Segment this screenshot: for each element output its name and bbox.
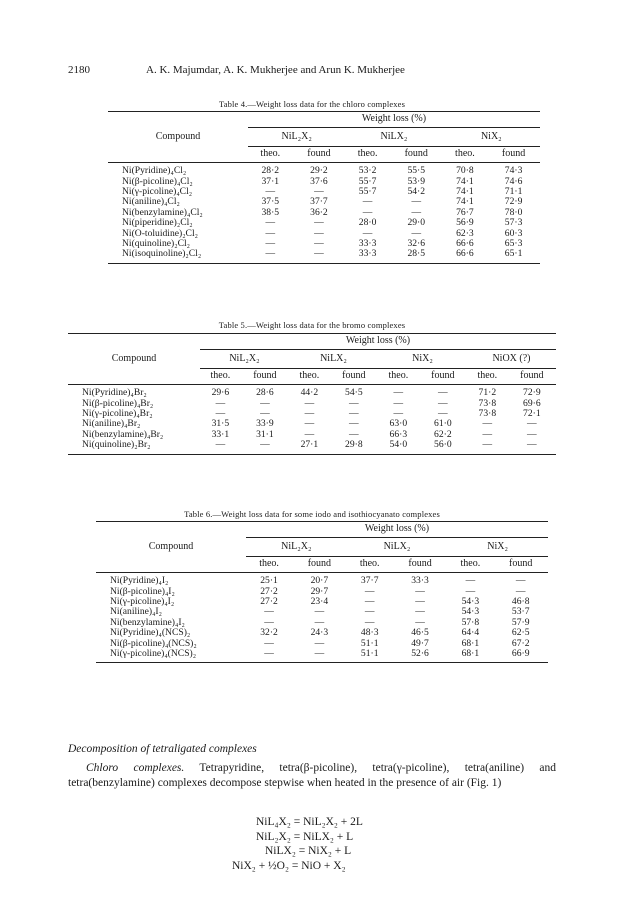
compound-cell: Ni(benzylamine)₄Cl₂ <box>122 206 203 218</box>
value-cell: 51·1 <box>360 637 379 649</box>
value-cell: — <box>264 606 274 618</box>
value-cell: 27·2 <box>260 585 278 597</box>
value-cell: 20·7 <box>310 575 329 587</box>
compound-cell: Ni(Pyridine)₄Cl₂ <box>122 165 187 177</box>
value-cell: — <box>411 206 422 218</box>
value-cell: 54·3 <box>461 606 480 618</box>
value-cell: 33·1 <box>211 428 230 440</box>
value-cell: — <box>293 249 346 263</box>
value-cell: 60·3 <box>504 227 523 239</box>
value-cell: 46·5 <box>411 627 429 639</box>
value-cell: 63·0 <box>389 418 408 430</box>
compound-cell: Ni(Pyridine)₄(NCS)₂ <box>110 627 191 639</box>
column-subheader: found <box>293 146 346 162</box>
column-group-header: NiOX (?) <box>467 350 556 368</box>
value-cell: — <box>438 387 448 399</box>
value-cell: 67·2 <box>511 637 530 649</box>
value-cell: 49·7 <box>411 637 429 649</box>
value-cell: 23·4 <box>310 596 329 608</box>
table5-caption: Table 5.—Weight loss data for the bromo complexes <box>218 320 406 330</box>
value-cell: — <box>265 186 276 198</box>
value-cell: — <box>200 440 241 454</box>
compound-cell: Ni(Pyridine)₄I₂ <box>110 575 169 587</box>
header-spacer <box>96 556 246 572</box>
column-subheader: found <box>508 368 556 384</box>
compound-cell: Ni(β-picoline)₄Cl₂ <box>122 175 193 187</box>
value-cell: 72·1 <box>523 408 541 420</box>
value-cell: 61·0 <box>434 418 452 430</box>
value-cell: 57·3 <box>504 217 523 229</box>
value-cell: 56·9 <box>456 217 474 229</box>
value-cell: 27·2 <box>260 596 278 608</box>
compound-cell: Ni(aniline)₄Cl₂ <box>122 196 180 208</box>
equation: NiL₂X₂ = NiLX₂ + L <box>256 830 354 843</box>
value-cell: — <box>246 649 292 663</box>
value-cell: — <box>260 408 270 420</box>
value-cell: — <box>362 227 373 239</box>
value-cell: — <box>362 206 373 218</box>
table6 <box>96 521 548 663</box>
value-cell: 71·2 <box>478 387 497 399</box>
value-cell: 37·7 <box>360 575 379 587</box>
compound-cell: Ni(quinoline)₂Cl₂ <box>122 238 190 250</box>
value-cell: 46·8 <box>511 596 530 608</box>
column-subheader: found <box>393 556 448 572</box>
table-row <box>68 440 556 454</box>
value-cell: — <box>264 616 274 628</box>
value-cell: 69·6 <box>523 397 541 409</box>
table-row <box>108 163 540 177</box>
value-cell: 53·2 <box>358 165 377 177</box>
value-cell: 37·5 <box>261 196 280 208</box>
value-cell: — <box>304 408 315 420</box>
value-cell: 29·0 <box>407 217 426 229</box>
value-cell: — <box>364 616 375 628</box>
value-cell: — <box>314 227 324 239</box>
value-cell: — <box>438 397 448 409</box>
compound-cell: Ni(β-picoline)₄Br₂ <box>82 397 154 409</box>
value-cell: 48·3 <box>360 627 379 639</box>
column-subheader: theo. <box>347 556 393 572</box>
value-cell: 55·7 <box>358 175 377 187</box>
table4-caption: Table 4.—Weight loss data for the chloro complexes <box>218 99 406 109</box>
value-cell: 37·1 <box>261 175 280 187</box>
compound-cell: Ni(quinoline)₂Br₂ <box>68 440 200 454</box>
value-cell: 32·2 <box>260 627 278 639</box>
header-spacer <box>108 146 248 162</box>
value-cell: 57·8 <box>461 616 480 628</box>
value-cell: 54·0 <box>378 440 419 454</box>
value-cell: — <box>411 227 422 239</box>
compound-header: Compound <box>148 541 194 553</box>
value-cell: 72·9 <box>504 196 523 208</box>
value-cell: 37·6 <box>310 175 328 187</box>
value-cell: 78·0 <box>504 206 523 218</box>
value-cell: 54·2 <box>407 186 426 198</box>
value-cell: 31·5 <box>211 418 230 430</box>
value-cell: — <box>482 428 493 440</box>
column-group-header: NiLX₂ <box>347 538 448 556</box>
value-cell: — <box>314 217 324 229</box>
column-subheader: theo. <box>467 368 508 384</box>
header-spacer <box>68 334 200 350</box>
equation: NiL₄X₂ = NiL₂X₂ + 2L <box>256 816 363 828</box>
value-cell: 44·2 <box>300 387 319 399</box>
equation: NiLX₂ = NiX₂ + L <box>265 845 352 857</box>
table-row <box>68 385 556 399</box>
value-cell: 74·1 <box>456 196 474 208</box>
value-cell: 31·1 <box>256 428 274 440</box>
column-group-header: NiL₂X₂ <box>248 128 345 146</box>
value-cell: — <box>314 616 325 628</box>
value-cell: 36·2 <box>310 206 328 218</box>
compound-cell: Ni(β-picoline)₄I₂ <box>110 585 175 597</box>
value-cell: 68·1 <box>447 649 493 663</box>
value-cell: 76·7 <box>456 206 474 218</box>
value-cell: — <box>527 418 537 430</box>
value-cell: 74·3 <box>504 165 523 177</box>
column-subheader: found <box>419 368 467 384</box>
value-cell: — <box>265 217 276 229</box>
value-cell: — <box>465 575 476 587</box>
column-subheader: theo. <box>248 146 293 162</box>
column-subheader: theo. <box>378 368 419 384</box>
value-cell: 62·5 <box>511 627 530 639</box>
column-subheader: found <box>241 368 289 384</box>
value-cell: — <box>215 408 226 420</box>
table-row <box>96 649 548 663</box>
compound-header: Compound <box>111 353 157 365</box>
value-cell: 66·6 <box>443 249 488 263</box>
value-cell: 33·3 <box>345 249 390 263</box>
column-subheader: theo. <box>443 146 488 162</box>
compound-cell: Ni(O-toluidine)₂Cl₂ <box>122 227 198 239</box>
value-cell: 71·1 <box>504 186 523 198</box>
value-cell: — <box>349 397 359 409</box>
value-cell: — <box>362 196 373 208</box>
equation: NiX₂ + ½O₂ = NiO + X₂ <box>232 859 346 872</box>
value-cell: — <box>314 186 324 198</box>
value-cell: 29·6 <box>211 387 230 399</box>
value-cell: — <box>241 440 289 454</box>
column-group-header: NiLX₂ <box>345 128 442 146</box>
value-cell: 28·2 <box>261 165 280 177</box>
value-cell: 64·4 <box>461 627 480 639</box>
header-spacer <box>108 112 248 128</box>
value-cell: 55·7 <box>358 186 377 198</box>
column-group-header: NiX₂ <box>378 350 467 368</box>
value-cell: 70·8 <box>456 165 474 177</box>
value-cell: — <box>438 408 448 420</box>
table5 <box>68 333 556 455</box>
value-cell: — <box>364 585 375 597</box>
compound-cell: Ni(γ-picoline)₄I₂ <box>110 596 175 608</box>
value-cell: — <box>349 428 359 440</box>
value-cell: 33·9 <box>256 418 274 430</box>
table-row <box>96 573 548 587</box>
column-subheader: found <box>292 556 347 572</box>
value-cell: 62·3 <box>456 227 474 239</box>
value-cell: 27·1 <box>289 440 330 454</box>
compound-cell: Ni(γ-picoline)₄Cl₂ <box>122 186 193 198</box>
value-cell: 54·5 <box>345 387 363 399</box>
value-cell: 53·9 <box>407 175 426 187</box>
column-subheader: found <box>493 556 548 572</box>
compound-cell: Ni(γ-picoline)₄Br₂ <box>82 408 153 420</box>
value-cell: 24·3 <box>310 627 329 639</box>
value-cell: 25·1 <box>260 575 278 587</box>
column-subheader: theo. <box>447 556 493 572</box>
column-subheader: theo. <box>345 146 390 162</box>
value-cell: — <box>248 249 293 263</box>
column-subheader: theo. <box>200 368 241 384</box>
value-cell: 32·6 <box>407 238 426 250</box>
value-cell: — <box>415 596 425 608</box>
value-cell: — <box>314 637 325 649</box>
column-subheader: found <box>330 368 378 384</box>
table4 <box>108 111 540 264</box>
value-cell: — <box>393 387 404 399</box>
value-cell: 66·3 <box>389 428 408 440</box>
section-heading: Decomposition of tetraligated complexes <box>68 743 257 755</box>
value-cell: 74·6 <box>504 175 523 187</box>
compound-cell: Ni(aniline)₄I₂ <box>110 606 162 618</box>
value-cell: — <box>508 440 556 454</box>
compound-cell: Ni(β-picoline)₄(NCS)₂ <box>110 637 197 649</box>
value-cell: — <box>265 238 276 250</box>
value-cell: 72·9 <box>523 387 541 399</box>
value-cell: 52·6 <box>393 649 448 663</box>
column-subheader: found <box>390 146 443 162</box>
compound-cell: Ni(piperidine)₂Cl₂ <box>122 217 193 229</box>
author-line: A. K. Majumdar, A. K. Mukherjee and Arun K. Mukherjee <box>146 64 405 76</box>
value-cell: 73·8 <box>478 408 497 420</box>
value-cell: — <box>415 606 425 618</box>
compound-cell: Ni(γ-picoline)₄(NCS)₂ <box>96 649 246 663</box>
compound-cell: Ni(isoquinoline)₂Cl₂ <box>108 249 248 263</box>
value-cell: — <box>314 606 325 618</box>
value-cell: 54·3 <box>461 596 480 608</box>
value-cell: — <box>349 418 359 430</box>
value-cell: — <box>314 238 324 250</box>
value-cell: — <box>515 585 526 597</box>
value-cell: 33·3 <box>358 238 377 250</box>
value-cell: 29·2 <box>310 165 328 177</box>
value-cell: — <box>415 585 425 597</box>
value-cell: — <box>215 397 226 409</box>
value-cell: 68·1 <box>461 637 480 649</box>
value-cell: — <box>515 575 526 587</box>
value-cell: 74·1 <box>456 175 474 187</box>
value-cell: 29·7 <box>310 585 329 597</box>
value-cell: 56·0 <box>419 440 467 454</box>
value-cell: 53·7 <box>511 606 530 618</box>
value-cell: — <box>415 616 425 628</box>
value-cell: — <box>264 637 274 649</box>
column-group-header: NiX₂ <box>443 128 540 146</box>
weight-loss-header: Weight loss (%) <box>200 334 556 350</box>
value-cell: 65·1 <box>487 249 540 263</box>
value-cell: 66·6 <box>456 238 474 250</box>
column-group-header: NiLX₂ <box>289 350 378 368</box>
compound-cell: Ni(benzylamine)₄Br₂ <box>82 428 164 440</box>
value-cell: — <box>304 397 315 409</box>
value-cell: 65·3 <box>504 238 523 250</box>
value-cell: 38·5 <box>261 206 280 218</box>
page-number: 2180 <box>68 64 90 76</box>
value-cell: 28·0 <box>358 217 377 229</box>
value-cell: — <box>393 408 404 420</box>
value-cell: 57·9 <box>511 616 530 628</box>
weight-loss-header: Weight loss (%) <box>248 112 540 128</box>
table6-caption: Table 6.—Weight loss data for some iodo and isothiocyanato complexes <box>184 509 440 519</box>
value-cell: — <box>393 397 404 409</box>
compound-header: Compound <box>155 131 201 143</box>
paragraph-lead: Chloro complexes. <box>86 762 185 774</box>
weight-loss-header: Weight loss (%) <box>246 522 548 538</box>
column-group-header: NiL₂X₂ <box>246 538 347 556</box>
value-cell: — <box>482 418 493 430</box>
value-cell: 37·7 <box>310 196 328 208</box>
value-cell: — <box>304 428 315 440</box>
value-cell: — <box>292 649 347 663</box>
compound-cell: Ni(Pyridine)₄Br₂ <box>82 387 147 399</box>
value-cell: 66·9 <box>493 649 548 663</box>
column-group-header: NiL₂X₂ <box>200 350 289 368</box>
header-spacer <box>68 368 200 384</box>
column-subheader: theo. <box>246 556 292 572</box>
value-cell: — <box>411 196 422 208</box>
value-cell: 33·3 <box>411 575 429 587</box>
value-cell: 28·6 <box>256 387 274 399</box>
value-cell: 28·5 <box>390 249 443 263</box>
value-cell: 55·5 <box>407 165 426 177</box>
column-subheader: theo. <box>289 368 330 384</box>
value-cell: 73·8 <box>478 397 497 409</box>
value-cell: 62·2 <box>434 428 452 440</box>
value-cell: — <box>304 418 315 430</box>
value-cell: 74·1 <box>456 186 474 198</box>
value-cell: — <box>465 585 476 597</box>
value-cell: — <box>364 596 375 608</box>
value-cell: — <box>467 440 508 454</box>
table-row <box>108 249 540 263</box>
value-cell: 51·1 <box>347 649 393 663</box>
value-cell: — <box>349 408 359 420</box>
value-cell: — <box>527 428 537 440</box>
body-paragraph <box>68 761 556 791</box>
header-spacer <box>96 522 246 538</box>
paragraph-text: Tetrapyridine, tetra(β-picoline), tetra(γ-picoline), tetra(aniline) and tetra(benzylamine) complexes decompose stepwise when heated in the presence of air (Fig. 1) <box>68 762 557 789</box>
column-subheader: found <box>487 146 540 162</box>
compound-cell: Ni(benzylamine)₄I₂ <box>110 616 185 628</box>
value-cell: — <box>265 227 276 239</box>
value-cell: — <box>364 606 375 618</box>
value-cell: 29·8 <box>330 440 378 454</box>
compound-cell: Ni(aniline)₄Br₂ <box>82 418 141 430</box>
column-group-header: NiX₂ <box>447 538 548 556</box>
value-cell: — <box>260 397 270 409</box>
